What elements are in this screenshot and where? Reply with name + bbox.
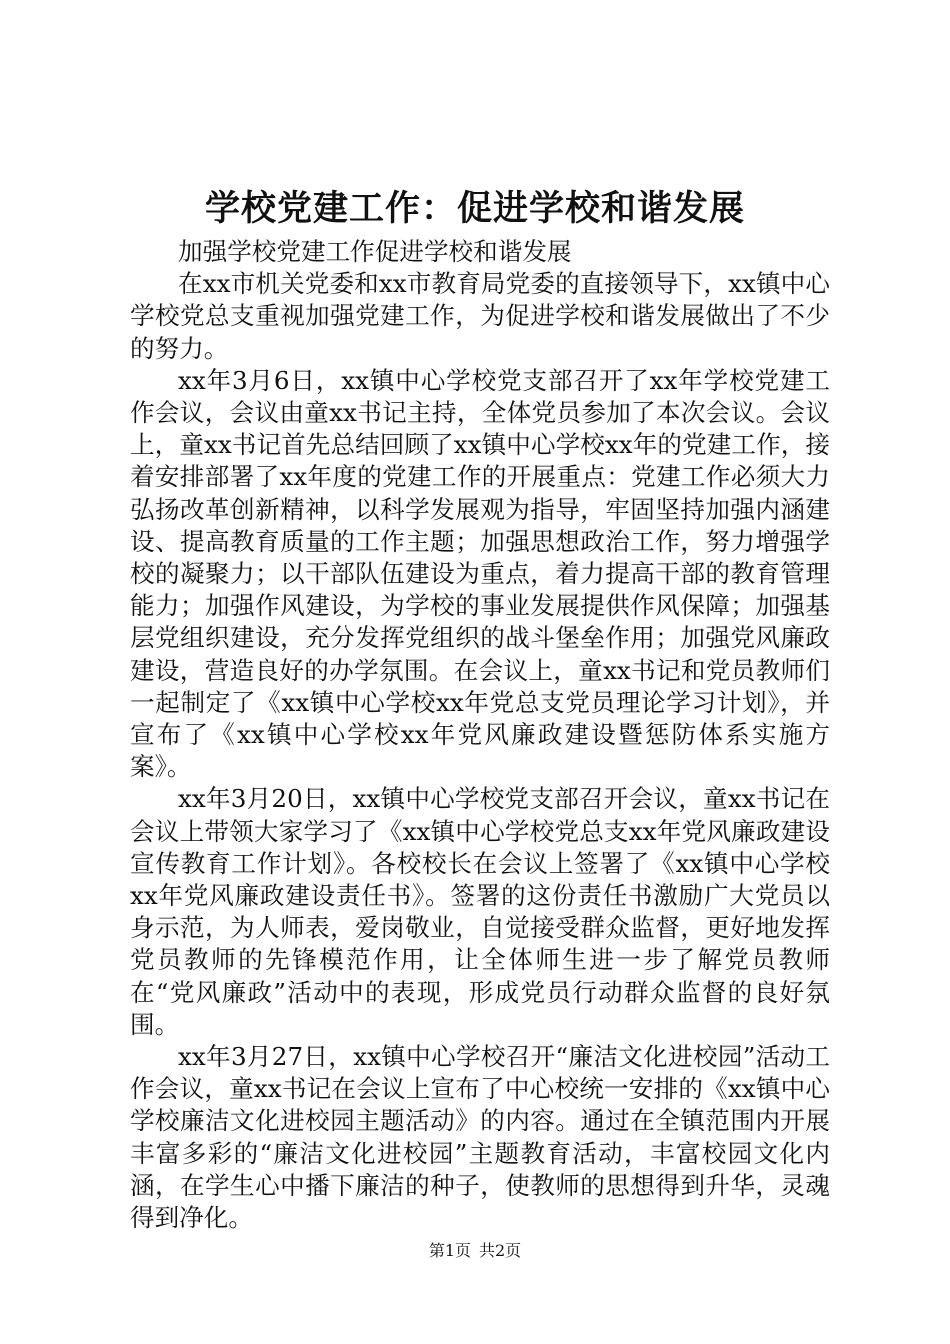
- document-subtitle: 加强学校党建工作促进学校和谐发展: [178, 237, 572, 266]
- document-body: [130, 236, 830, 1234]
- document-title: 学校党建工作：促进学校和谐发展: [204, 188, 745, 229]
- paragraph-march-20: xx年3月20日，xx镇中心学校党支部召开会议，童xx书记在会议上带领大家学习了《xx镇中心学校党总支xx年党风廉政建设宣传教育工作计划》。各校校长在会议上签署了《xx镇中心学校xx年党风廉政建设责任书》。签署的这份责任书激励广大党员以身示范，为人师表，爱岗敬业，自觉接受群众监督，更好地发挥党员教师的先锋模范作用，让全体师生进一步了解党员教师在“党风廉政”活动中的表现，形成党员行动群众监督的良好氛围。: [130, 784, 830, 1039]
- page-total: 共2页: [479, 1241, 522, 1260]
- paragraph-march-6: xx年3月6日，xx镇中心学校党支部召开了xx年学校党建工作会议，会议由童xx书记主持，全体党员参加了本次会议。会议上，童xx书记首先总结回顾了xx镇中心学校xx年的党建工作，接着安排部署了xx年度的党建工作的开展重点：党建工作必须大力弘扬改革创新精神，以科学发展观为指导，牢固坚持加强内涵建设、提高教育质量的工作主题；加强思想政治工作，努力增强学校的凝聚力；以干部队伍建设为重点，着力提高干部的教育管理能力；加强作风建设，为学校的事业发展提供作风保障；加强基层党组织建设，充分发挥党组织的战斗堡垒作用；加强党风廉政建设，营造良好的办学氛围。在会议上，童xx书记和党员教师们一起制定了《xx镇中心学校xx年党总支党员理论学习计划》，并宣布了《xx镇中心学校xx年党风廉政建设暨惩防体系实施方案》。: [130, 365, 830, 782]
- page-footer: [0, 1240, 950, 1262]
- paragraph-march-27: xx年3月27日，xx镇中心学校召开“廉洁文化进校园”活动工作会议，童xx书记在会议上宣布了中心校统一安排的《xx镇中心学校廉洁文化进校园主题活动》的内容。通过在全镇范围内开展丰富多彩的“廉洁文化进校园”主题教育活动，丰富校园文化内涵，在学生心中播下廉洁的种子，使教师的思想得到升华，灵魂得到净化。: [130, 1042, 830, 1233]
- page-number: 第1页: [428, 1241, 471, 1260]
- paragraph-intro: 在xx市机关党委和xx市教育局党委的直接领导下，xx镇中心学校党总支重视加强党建工作，为促进学校和谐发展做出了不少的努力。: [130, 269, 830, 363]
